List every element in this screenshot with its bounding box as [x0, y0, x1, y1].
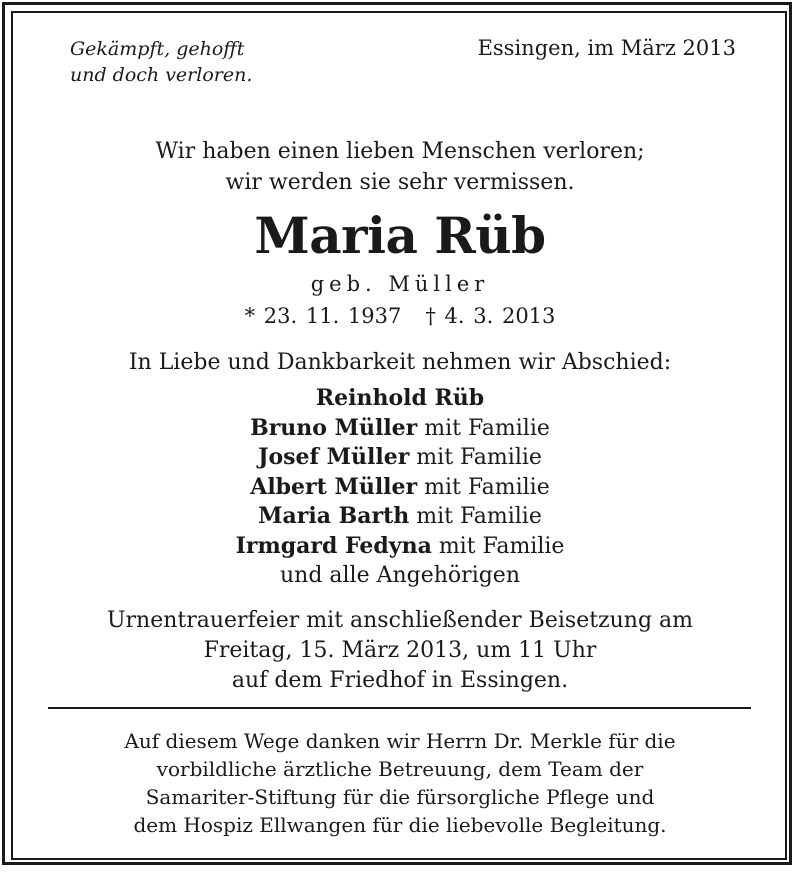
- mourner-name: Maria Barth: [258, 503, 410, 529]
- thanks-text: [0, 727, 800, 839]
- ceremony-info: [0, 606, 800, 696]
- mourner-name: Bruno Müller: [250, 414, 418, 441]
- mourners-list: [0, 384, 800, 591]
- mourner-row: [0, 532, 800, 562]
- mourner-suffix: mit Familie: [417, 474, 550, 500]
- mourner-suffix: mit Familie: [431, 533, 565, 559]
- mourner-suffix: mit Familie: [409, 445, 542, 470]
- motto-line-2: und doch verloren.: [70, 64, 253, 86]
- motto: [70, 36, 252, 88]
- mourner-row: [0, 384, 800, 414]
- mourner-name: Josef Müller: [258, 444, 410, 470]
- mourner-name: Reinhold Rüb: [315, 385, 485, 411]
- mourner-row: [0, 414, 800, 444]
- mourner-row: [0, 473, 800, 503]
- intro-line-1: Wir haben einen lieben Menschen verloren;: [155, 139, 645, 164]
- mourner-suffix: mit Familie: [409, 504, 542, 529]
- birth-date: * 23. 11. 1937: [244, 304, 402, 328]
- thanks-line-4: dem Hospiz Ellwangen für die liebevolle Begleitung.: [133, 813, 667, 837]
- thanks-line-3: Samariter-Stiftung für die fürsorgliche Pflege und: [145, 785, 655, 809]
- place-date: Essingen, im März 2013: [477, 36, 736, 60]
- maiden-name: geb. Müller: [310, 272, 490, 296]
- intro-text: [0, 136, 800, 198]
- farewell-text: In Liebe und Dankbarkeit nehmen wir Abschied:: [128, 350, 672, 375]
- ceremony-line-2: Freitag, 15. März 2013, um 11 Uhr: [203, 638, 597, 663]
- ceremony-line-3: auf dem Friedhof in Essingen.: [231, 668, 569, 693]
- ceremony-line-1: Urnentrauerfeier mit anschließender Beisetzung am: [106, 608, 694, 633]
- motto-line-1: Gekämpft, gehofft: [70, 38, 245, 60]
- relatives-line: und alle Angehörigen: [279, 563, 520, 588]
- deceased-name: Maria Rüb: [254, 206, 546, 265]
- intro-line-2: wir werden sie sehr vermissen.: [225, 170, 575, 195]
- mourner-name: Albert Müller: [250, 473, 418, 500]
- mourner-suffix: mit Familie: [417, 415, 550, 441]
- thanks-line-2: vorbildliche ärztliche Betreuung, dem Team der: [156, 757, 644, 781]
- divider: [48, 707, 751, 709]
- mourner-row: [0, 443, 800, 473]
- life-dates: [0, 302, 800, 330]
- mourner-row: [0, 502, 800, 532]
- mourner-name: Irmgard Fedyna: [235, 532, 432, 559]
- death-date: † 4. 3. 2013: [425, 304, 556, 328]
- thanks-line-1: Auf diesem Wege danken wir Herrn Dr. Merkle für die: [124, 729, 676, 753]
